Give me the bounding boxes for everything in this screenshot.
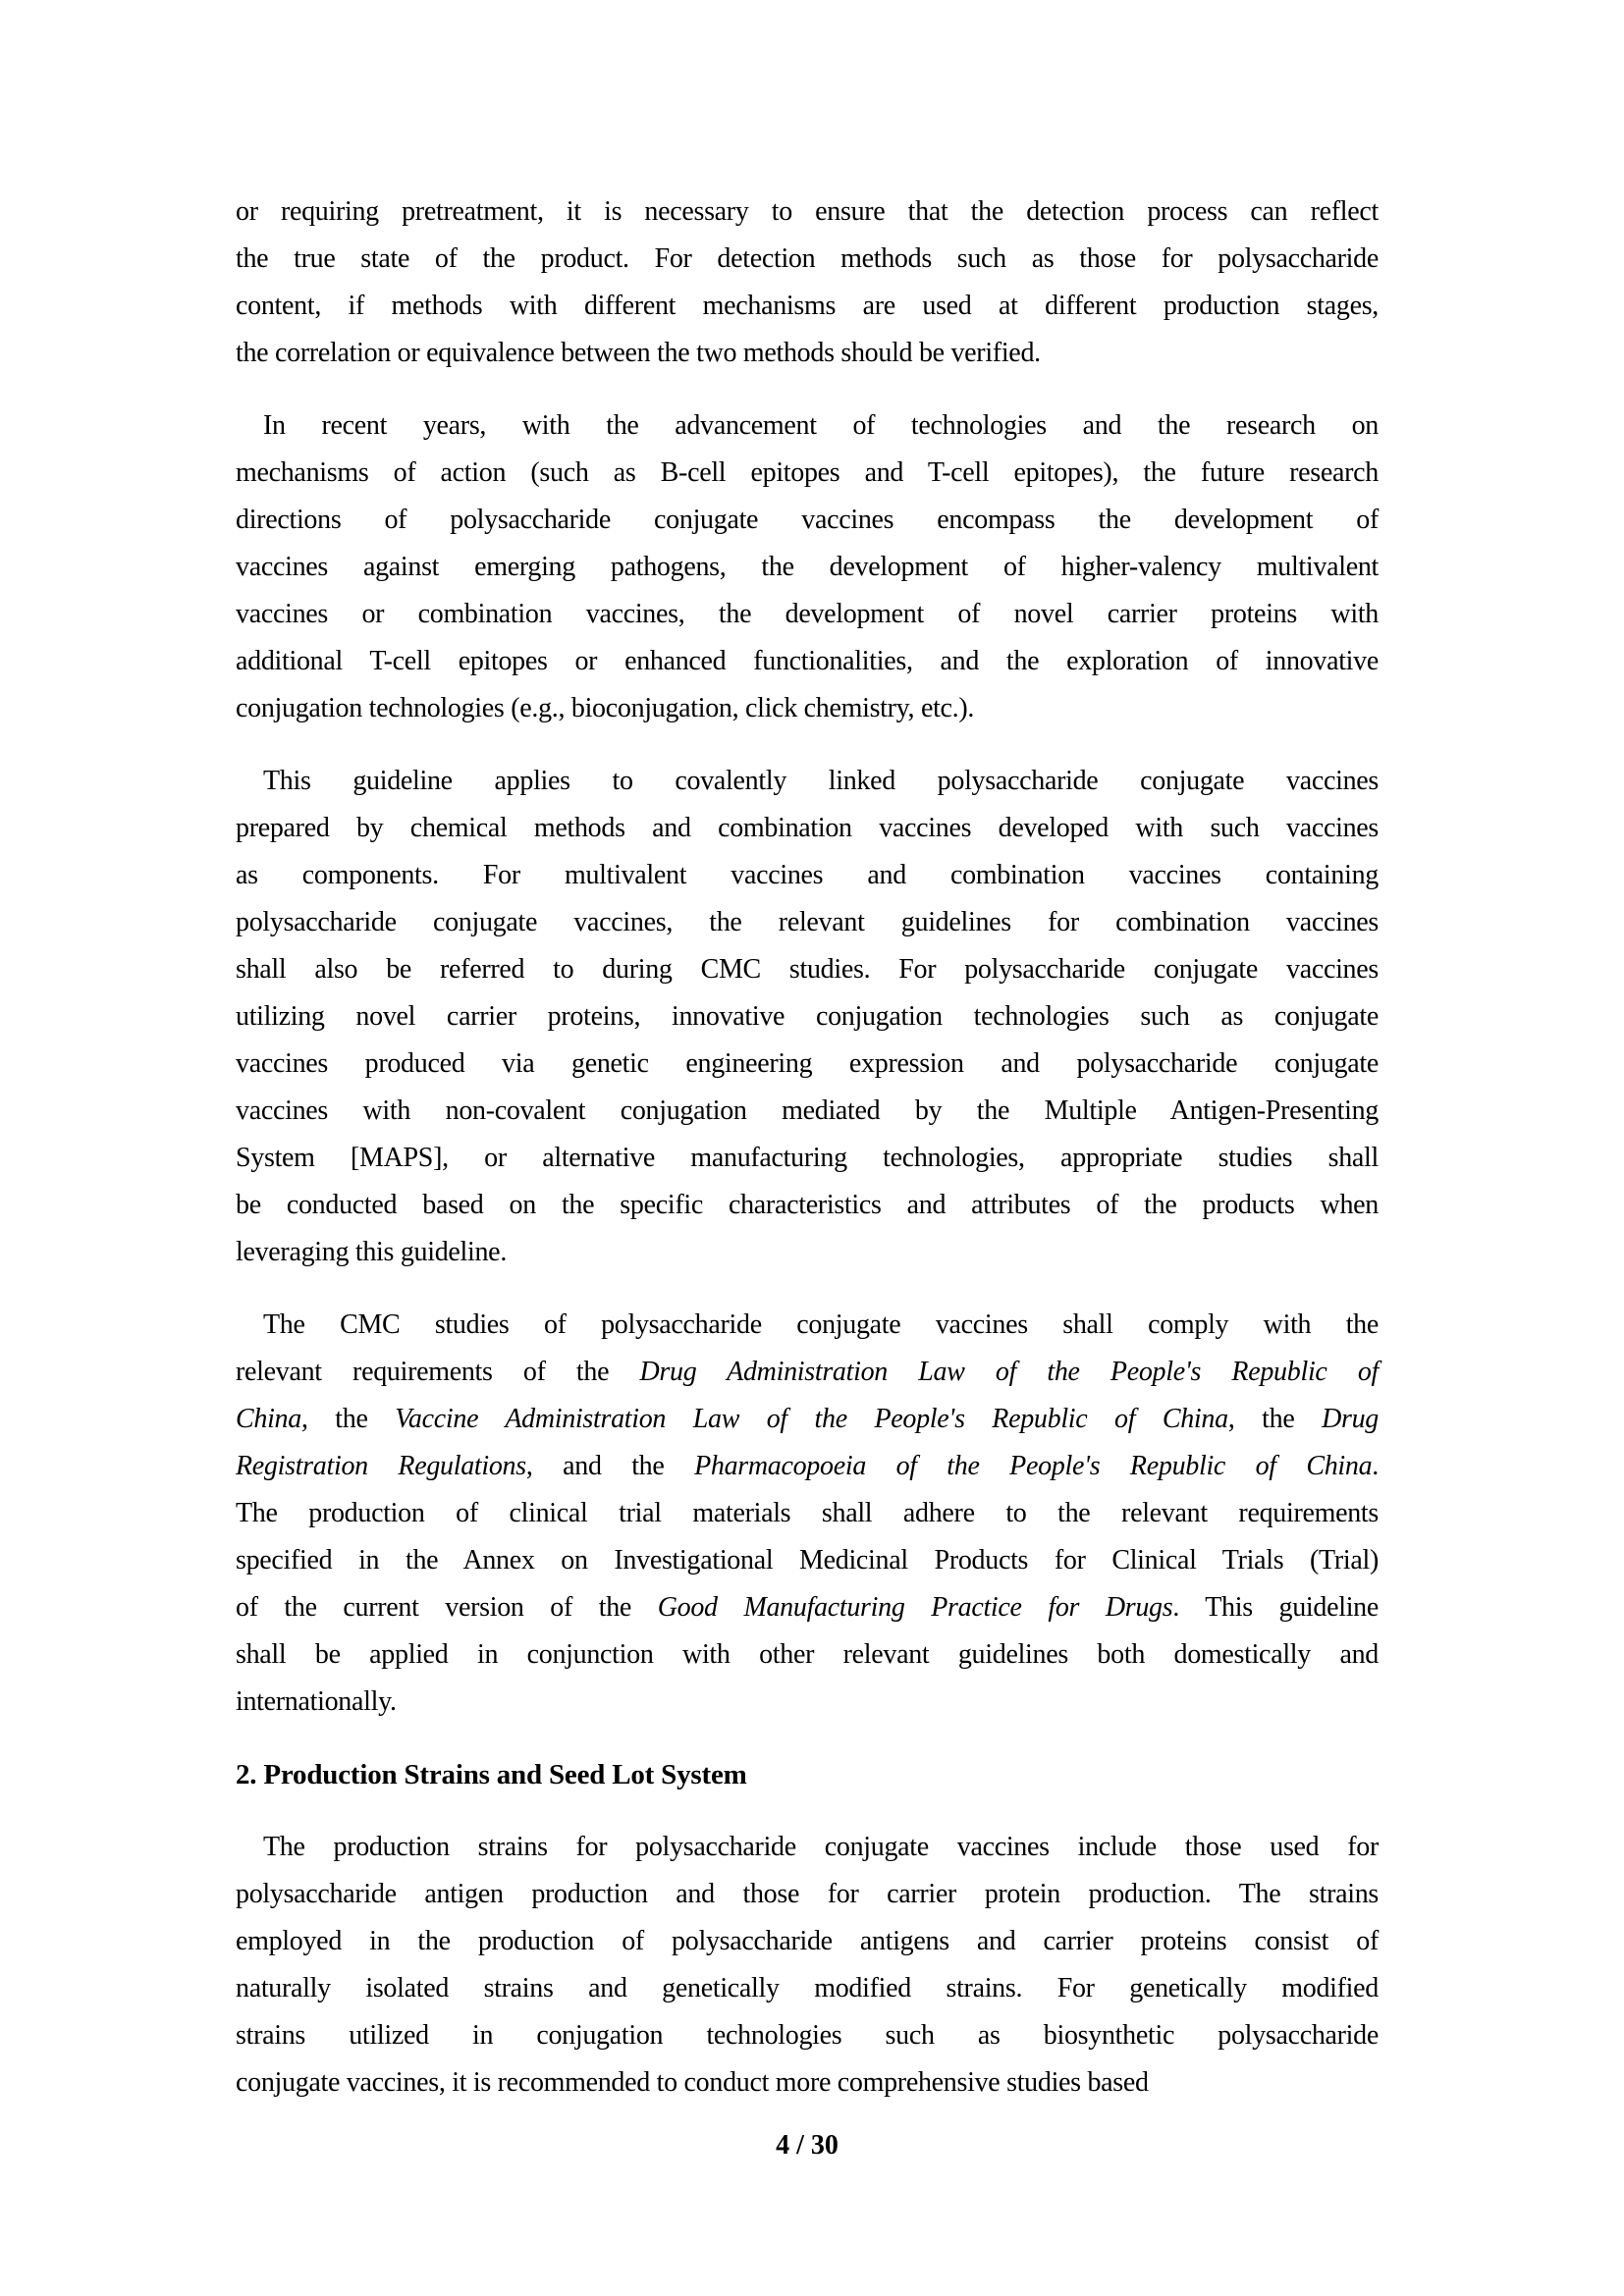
text-line <box>236 236 1379 283</box>
text-run: polysaccharide antigen production and those for carrier protein production. The strains <box>236 1879 1379 1909</box>
text-run: , the <box>1227 1404 1323 1434</box>
text-line <box>236 805 1379 852</box>
text-run: vaccines produced via genetic engineering expression and polysaccharide conjugate <box>236 1048 1379 1079</box>
text-line <box>236 1135 1379 1182</box>
text-run: System [MAPS], or alternative manufacturing technologies, appropriate studies shall <box>236 1143 1379 1173</box>
text-run: the correlation or equivalence between the two methods should be verified. <box>236 338 1041 368</box>
text-run: Vaccine Administration Law of the People's Republic of China <box>395 1404 1228 1434</box>
text-line <box>236 1537 1379 1584</box>
text-run: content, if methods with different mechanisms are used at different production stages, <box>236 291 1379 321</box>
text-line <box>236 1918 1379 1965</box>
text-run: mechanisms of action (such as B-cell epitopes and T-cell epitopes), the future research <box>236 457 1379 488</box>
text-run: conjugate vaccines, it is recommended to conduct more comprehensive studies based <box>236 2067 1149 2098</box>
text-line <box>236 1041 1379 1088</box>
text-run: be conducted based on the specific characteristics and attributes of the products when <box>236 1190 1379 1220</box>
text-run: Pharmacopoeia of the People's Republic of China <box>694 1451 1373 1481</box>
text-run: polysaccharide conjugate vaccines, the relevant guidelines for combination vaccines <box>236 907 1379 937</box>
text-run: vaccines or combination vaccines, the development of novel carrier proteins with <box>236 599 1379 629</box>
text-run: . This guideline <box>1172 1592 1379 1623</box>
text-run: shall also be referred to during CMC studies. For polysaccharide conjugate vaccines <box>236 954 1379 985</box>
text-line <box>236 188 1379 236</box>
text-line <box>236 450 1379 497</box>
text-run: employed in the production of polysaccharide antigens and carrier proteins consist of <box>236 1926 1379 1956</box>
text-line <box>236 1229 1379 1276</box>
text-run: China <box>236 1404 301 1434</box>
text-line <box>236 758 1379 805</box>
text-run: shall be applied in conjunction with other relevant guidelines both domestically and <box>236 1639 1379 1670</box>
text-line <box>236 1871 1379 1918</box>
text-run: strains utilized in conjugation technologies such as biosynthetic polysaccharide <box>236 2020 1379 2051</box>
text-run: vaccines against emerging pathogens, the development of higher-valency multivalent <box>236 552 1379 582</box>
text-line <box>236 591 1379 638</box>
text-run: The production of clinical trial materials shall adhere to the relevant requirements <box>236 1498 1379 1528</box>
text-run: , the <box>300 1404 396 1434</box>
text-line <box>236 1302 1379 1349</box>
text-run: prepared by chemical methods and combination vaccines developed with such vaccines <box>236 813 1379 843</box>
text-line <box>236 2012 1379 2059</box>
text-run: relevant requirements of the <box>236 1357 640 1387</box>
text-run: In recent years, with the advancement of technologies and the research on <box>263 410 1379 441</box>
text-line <box>236 1965 1379 2012</box>
text-run: , and the <box>525 1451 695 1481</box>
paragraph-1 <box>236 188 1379 377</box>
text-run: vaccines with non-covalent conjugation mediated by the Multiple Antigen-Presenting <box>236 1095 1379 1126</box>
text-line <box>236 946 1379 993</box>
text-run: This guideline applies to covalently linked polysaccharide conjugate vaccines <box>263 766 1379 796</box>
paragraph-4 <box>236 1302 1379 1726</box>
text-line <box>236 852 1379 899</box>
text-run: The production strains for polysaccharide conjugate vaccines include those used for <box>263 1832 1379 1862</box>
text-line <box>236 1182 1379 1229</box>
text-run: naturally isolated strains and genetically modified strains. For genetically modified <box>236 1973 1379 2003</box>
text-run: or requiring pretreatment, it is necessary to ensure that the detection process can reflect <box>236 196 1379 227</box>
text-line <box>236 685 1379 732</box>
paragraph-2 <box>236 402 1379 732</box>
text-line <box>236 330 1379 377</box>
page-footer <box>236 2122 1379 2169</box>
text-run: the true state of the product. For detection methods such as those for polysaccharide <box>236 243 1379 274</box>
text-run: directions of polysaccharide conjugate vaccines encompass the development of <box>236 505 1379 535</box>
text-run: utilizing novel carrier proteins, innovative conjugation technologies such as conjugate <box>236 1001 1379 1032</box>
text-line <box>236 638 1379 685</box>
text-line <box>236 402 1379 450</box>
text-run: Registration Regulations <box>236 1451 526 1481</box>
text-line <box>236 1679 1379 1726</box>
text-line <box>236 497 1379 544</box>
text-line <box>236 993 1379 1041</box>
page-number: 4 / 30 <box>776 2130 839 2161</box>
text-run: Good Manufacturing Practice for Drugs <box>657 1592 1173 1623</box>
text-line <box>236 1088 1379 1135</box>
text-run: Drug Administration Law of the People's Republic of <box>639 1357 1380 1387</box>
text-line <box>236 1631 1379 1679</box>
text-line <box>236 544 1379 591</box>
text-line <box>236 2059 1379 2107</box>
text-run: . <box>1372 1451 1379 1481</box>
text-line <box>236 1349 1379 1396</box>
paragraph-3 <box>236 758 1379 1276</box>
text-line <box>236 283 1379 330</box>
text-line <box>236 899 1379 946</box>
text-run: additional T-cell epitopes or enhanced functionalities, and the exploration of innovative <box>236 646 1379 676</box>
text-run: The CMC studies of polysaccharide conjugate vaccines shall comply with the <box>263 1309 1379 1340</box>
text-line <box>236 1584 1379 1631</box>
text-run: internationally. <box>236 1686 397 1717</box>
section-heading: 2. Production Strains and Seed Lot System <box>236 1759 747 1790</box>
text-run: specified in the Annex on Investigational Medicinal Products for Clinical Trials (Trial) <box>236 1545 1379 1575</box>
text-run: of the current version of the <box>236 1592 658 1623</box>
paragraph-5 <box>236 1824 1379 2107</box>
text-run: as components. For multivalent vaccines and combination vaccines containing <box>236 860 1379 890</box>
text-line <box>236 1396 1379 1443</box>
text-run: Drug <box>1322 1404 1379 1434</box>
page-body <box>236 188 1379 2132</box>
text-line <box>236 1443 1379 1490</box>
text-run: leveraging this guideline. <box>236 1237 508 1267</box>
text-line <box>236 1490 1379 1537</box>
text-line <box>236 1824 1379 1871</box>
text-run: conjugation technologies (e.g., bioconjugation, click chemistry, etc.). <box>236 693 975 723</box>
